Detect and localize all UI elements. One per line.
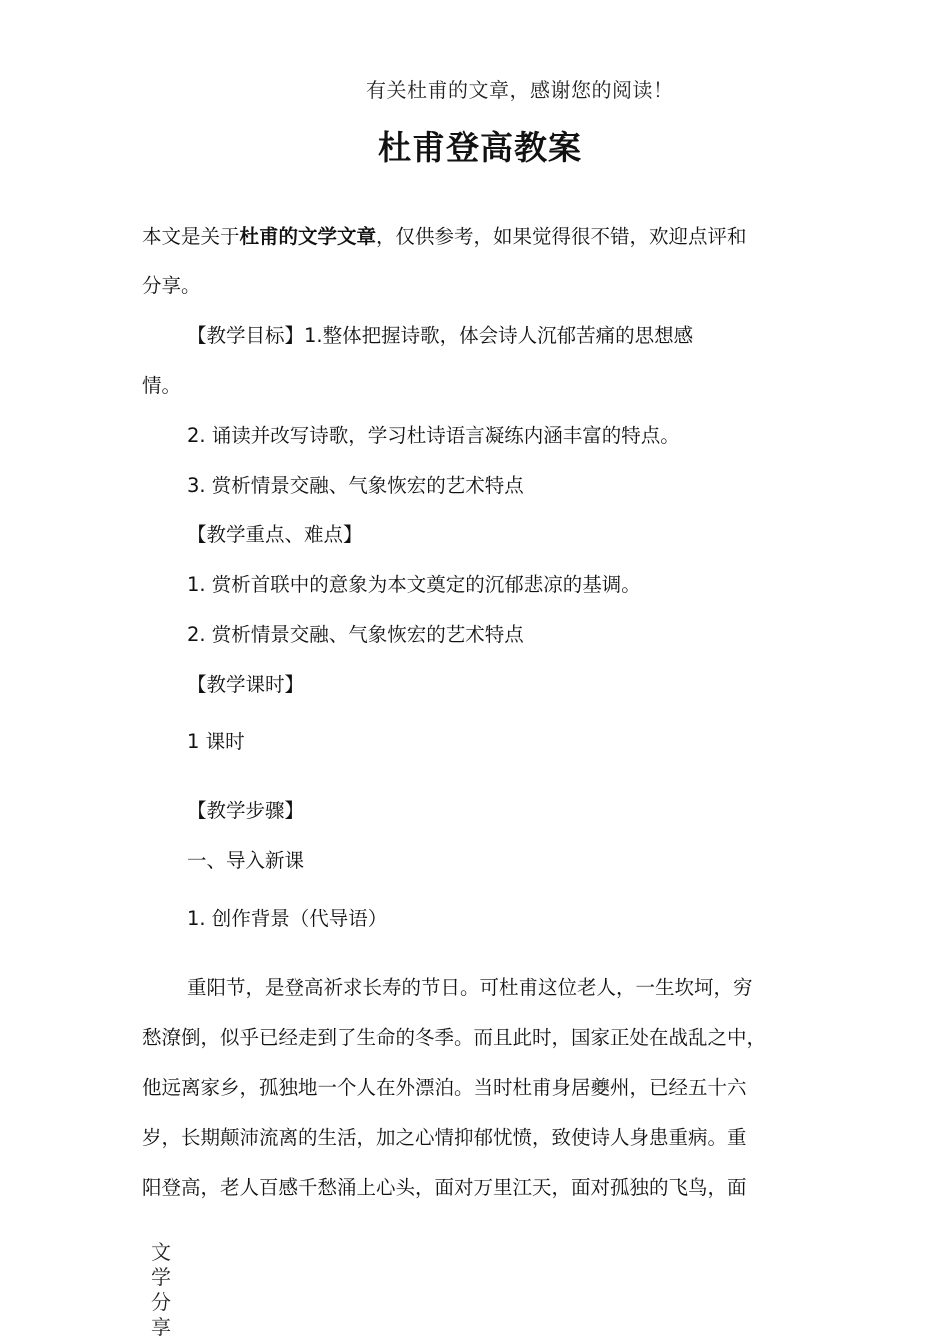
steps-heading: 【教学步骤】 — [187, 799, 305, 822]
body-paragraph-line: 重阳节，是登高祈求长寿的节日。可杜甫这位老人，一生坎坷，穷 — [187, 976, 753, 999]
document-title: 杜甫登高教案 — [378, 128, 582, 167]
body-paragraph-line: 岁，长期颠沛流离的生活，加之心情抑郁忧愤，致使诗人身患重病。重 — [142, 1126, 747, 1149]
footer-tag-char: 学 — [151, 1265, 171, 1289]
class-hours-heading: 【教学课时】 — [187, 673, 305, 696]
footer-tag-char: 享 — [151, 1315, 171, 1339]
body-paragraph-line: 阳登高，老人百感千愁涌上心头，面对万里江天，面对孤独的飞鸟，面 — [142, 1176, 747, 1199]
key-points-heading: 【教学重点、难点】 — [187, 523, 363, 546]
intro-suffix: ，仅供参考，如果觉得很不错，欢迎点评和 — [376, 225, 747, 248]
body-paragraph-line: 愁潦倒，似乎已经走到了生命的冬季。而且此时，国家正处在战乱之中， — [142, 1026, 767, 1049]
objectives-line-cont: 情。 — [142, 374, 182, 397]
footer-vertical-tag — [148, 1240, 174, 1340]
key-point-item-2: 2. 赏析情景交融、气象恢宏的艺术特点 — [187, 623, 524, 646]
class-hours-value: 1 课时 — [187, 730, 245, 753]
header-note: 有关杜甫的文章，感谢您的阅读！ — [366, 78, 674, 102]
objectives-line: 【教学目标】1.整体把握诗歌，体会诗人沉郁苦痛的思想感 — [187, 324, 694, 347]
key-point-item-1: 1. 赏析首联中的意象为本文奠定的沉郁悲凉的基调。 — [187, 573, 641, 596]
footer-tag-char: 分 — [151, 1290, 171, 1314]
intro-bold-topic: 杜甫的文学文章 — [239, 225, 377, 248]
step-item-1: 1. 创作背景（代导语） — [187, 907, 388, 930]
body-paragraph-line: 他远离家乡，孤独地一个人在外漂泊。当时杜甫身居夔州，已经五十六 — [142, 1076, 747, 1099]
objective-item-3: 3. 赏析情景交融、气象恢宏的艺术特点 — [187, 474, 524, 497]
intro-line — [142, 224, 747, 250]
footer-tag-char: 文 — [151, 1240, 171, 1264]
section-heading: 一、导入新课 — [187, 849, 305, 872]
intro-line-cont: 分享。 — [142, 274, 201, 297]
intro-prefix: 本文是关于 — [142, 225, 240, 248]
objective-item-2: 2. 诵读并改写诗歌，学习杜诗语言凝练内涵丰富的特点。 — [187, 424, 680, 447]
